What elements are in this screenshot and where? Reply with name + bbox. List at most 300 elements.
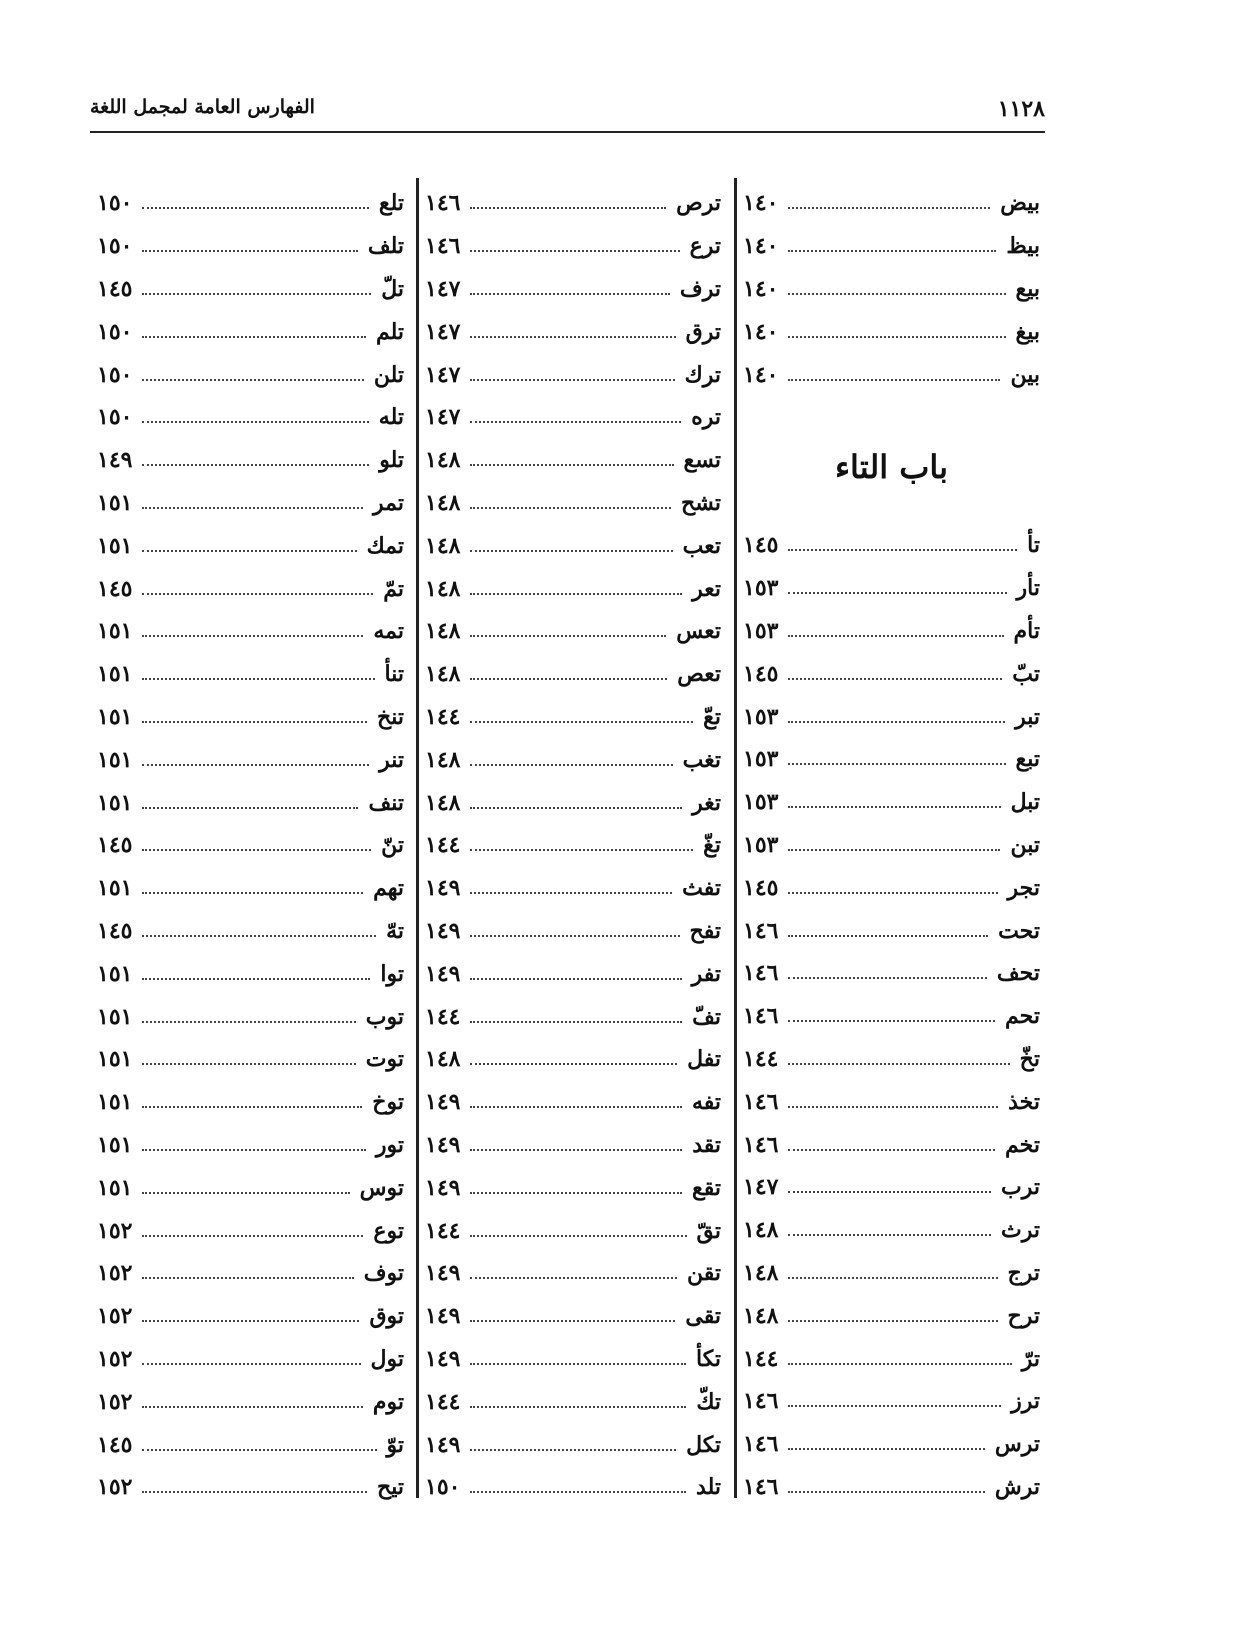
entry-root-word: ترك [684, 361, 721, 388]
index-entry [743, 781, 1040, 824]
dot-leader [788, 935, 988, 937]
index-entry [743, 182, 1040, 225]
index-entry [97, 738, 404, 781]
index-entry [425, 910, 721, 953]
dot-leader [788, 849, 1000, 851]
dot-leader [470, 1063, 677, 1065]
entry-root-word: تبل [1010, 789, 1040, 816]
dot-leader [788, 721, 1005, 723]
entry-page-number: ١٤٨ [425, 1046, 461, 1073]
index-entry [425, 867, 721, 910]
entry-root-word: تكّ [696, 1388, 721, 1415]
index-entry [97, 1166, 404, 1209]
index-entry [425, 1252, 721, 1295]
dot-leader [142, 721, 367, 723]
entry-root-word: تفل [687, 1046, 721, 1073]
entry-page-number: ١٤٦ [743, 1003, 779, 1030]
dot-leader [142, 1063, 355, 1065]
index-entry [743, 353, 1040, 396]
index-entry [743, 824, 1040, 867]
entry-root-word: بيغ [1015, 318, 1040, 345]
index-entry [743, 952, 1040, 995]
entry-page-number: ١٤٨ [425, 447, 461, 474]
entry-root-word: ترس [994, 1431, 1040, 1458]
dot-leader [788, 379, 1000, 381]
dot-leader [142, 421, 368, 423]
entry-page-number: ١٤٧ [425, 318, 461, 345]
dot-leader [788, 1191, 991, 1193]
dot-leader [142, 250, 357, 252]
entry-page-number: ١٤٦ [743, 1388, 779, 1415]
dot-leader [470, 935, 679, 937]
index-entry [97, 1466, 404, 1509]
dot-leader [470, 421, 681, 423]
entry-root-word: توب [365, 1003, 404, 1030]
dot-leader [788, 336, 1005, 338]
entry-root-word: تغّ [703, 832, 721, 859]
index-entry [425, 1209, 721, 1252]
entry-page-number: ١٤٨ [425, 618, 461, 645]
index-entry [425, 396, 721, 439]
entry-root-word: تهّ [386, 917, 404, 944]
dot-leader [470, 1406, 686, 1408]
entry-root-word: تحف [996, 960, 1040, 987]
entry-root-word: توق [369, 1303, 404, 1330]
entry-page-number: ١٤٨ [425, 532, 461, 559]
index-entry [743, 1252, 1040, 1295]
dot-leader [142, 1363, 360, 1365]
dot-leader [470, 1235, 686, 1237]
entry-page-number: ١٥٢ [97, 1303, 133, 1330]
index-entry [97, 1338, 404, 1381]
entry-page-number: ١٥٣ [743, 746, 779, 773]
index-entry [425, 696, 721, 739]
entry-root-word: توس [359, 1174, 404, 1201]
index-entry [97, 310, 404, 353]
entry-page-number: ١٤٤ [425, 1217, 461, 1244]
index-entry [425, 439, 721, 482]
index-entry [97, 482, 404, 525]
entry-page-number: ١٤٤ [425, 832, 461, 859]
entry-root-word: تره [691, 404, 721, 431]
entry-page-number: ١٥٢ [97, 1474, 133, 1501]
entry-root-word: تبر [1015, 703, 1040, 730]
entry-root-word: تفح [689, 917, 721, 944]
entry-page-number: ١٤٠ [743, 233, 779, 260]
index-entry [425, 353, 721, 396]
dot-leader [788, 592, 1006, 594]
entry-root-word: تخم [1005, 1131, 1040, 1158]
index-entry [425, 995, 721, 1038]
index-entry [97, 182, 404, 225]
entry-page-number: ١٤٤ [743, 1045, 779, 1072]
entry-page-number: ١٤٩ [425, 960, 461, 987]
dot-leader [788, 207, 990, 209]
dot-leader [470, 1149, 682, 1151]
index-entry [425, 310, 721, 353]
entry-page-number: ١٥١ [97, 489, 133, 516]
dot-leader [788, 1320, 997, 1322]
entry-page-number: ١٤٥ [743, 532, 779, 559]
entry-page-number: ١٥١ [97, 1089, 133, 1116]
entry-root-word: تبن [1010, 831, 1040, 858]
entry-root-word: تخذ [1008, 1088, 1040, 1115]
entry-root-word: ترح [1007, 1302, 1040, 1329]
entry-page-number: ١٥١ [97, 1003, 133, 1030]
dot-leader [788, 250, 996, 252]
entry-page-number: ١٥٠ [97, 190, 133, 217]
dot-leader [142, 1192, 349, 1194]
entry-root-word: تور [375, 1131, 404, 1158]
header-rule [90, 131, 1045, 133]
dot-leader [142, 507, 363, 509]
entry-page-number: ١٥٣ [743, 789, 779, 816]
dot-leader [142, 464, 369, 466]
dot-leader [142, 293, 371, 295]
entry-root-word: تنأ [384, 661, 404, 688]
index-entry [743, 567, 1040, 610]
entry-page-number: ١٤٦ [743, 1431, 779, 1458]
index-entry [425, 1380, 721, 1423]
entry-page-number: ١٤٩ [425, 1131, 461, 1158]
entry-page-number: ١٥٠ [97, 233, 133, 260]
entry-root-word: تفث [682, 875, 721, 902]
dot-leader [788, 549, 1017, 551]
entry-root-word: تمّ [383, 575, 404, 602]
entry-root-word: تقى [685, 1303, 721, 1330]
index-entry [97, 1209, 404, 1252]
entry-root-word: تهم [373, 875, 404, 902]
entry-page-number: ١٤٠ [743, 361, 779, 388]
index-entry [97, 952, 404, 995]
dot-leader [470, 593, 682, 595]
entry-page-number: ١٤٩ [425, 1345, 461, 1372]
dot-leader [470, 336, 675, 338]
entry-page-number: ١٥٠ [425, 1474, 461, 1501]
entry-page-number: ١٥٢ [97, 1345, 133, 1372]
dot-leader [142, 593, 373, 595]
index-entry [743, 866, 1040, 909]
dot-leader [788, 1363, 1011, 1365]
entry-root-word: توا [380, 960, 404, 987]
entry-page-number: ١٥١ [97, 960, 133, 987]
dot-leader [470, 764, 672, 766]
entry-root-word: بيض [1000, 190, 1040, 217]
index-entry [425, 182, 721, 225]
entry-root-word: تول [370, 1345, 404, 1372]
index-entry [425, 1466, 721, 1509]
entry-page-number: ١٤٧ [743, 1174, 779, 1201]
index-entry [425, 1124, 721, 1167]
index-entry [97, 439, 404, 482]
entry-root-word: بين [1010, 361, 1040, 388]
entry-root-word: تلع [378, 190, 404, 217]
index-entry [743, 1123, 1040, 1166]
entry-page-number: ١٤٥ [743, 660, 779, 687]
index-entry [97, 1124, 404, 1167]
entry-root-word: تقّ [696, 1217, 721, 1244]
index-entry [97, 353, 404, 396]
index-entry [425, 1038, 721, 1081]
index-entry [425, 1423, 721, 1466]
dot-leader [142, 635, 363, 637]
dot-leader [470, 892, 672, 894]
entry-root-word: تشح [681, 489, 721, 516]
index-entry [743, 1166, 1040, 1209]
entry-page-number: ١٥٠ [97, 318, 133, 345]
entry-root-word: تعر [692, 575, 721, 602]
dot-leader [142, 849, 371, 851]
entry-page-number: ١٤٨ [425, 789, 461, 816]
entry-root-word: تلد [696, 1474, 721, 1501]
index-column-3 [97, 182, 404, 1509]
entry-root-word: ترع [689, 233, 721, 260]
entry-root-word: تنخ [377, 703, 404, 730]
column-divider [734, 178, 737, 1498]
index-entry [97, 910, 404, 953]
index-entry [97, 995, 404, 1038]
entry-page-number: ١٤٦ [743, 1088, 779, 1115]
entry-root-word: ترش [994, 1473, 1040, 1500]
entry-page-number: ١٤٩ [425, 1089, 461, 1116]
entry-page-number: ١٤٥ [97, 575, 133, 602]
dot-leader [470, 1491, 686, 1493]
dot-leader [470, 1021, 682, 1023]
index-entry [97, 1380, 404, 1423]
entry-page-number: ١٥٣ [743, 575, 779, 602]
index-entry [743, 1380, 1040, 1423]
index-entry [97, 225, 404, 268]
dot-leader [142, 978, 370, 980]
dot-leader [788, 678, 1002, 680]
entry-root-word: تعص [677, 661, 721, 688]
entry-root-word: تنّ [381, 832, 404, 859]
index-entry [425, 781, 721, 824]
entry-root-word: توف [363, 1260, 404, 1287]
dot-leader [470, 550, 672, 552]
entry-page-number: ١٤٦ [425, 233, 461, 260]
entry-page-number: ١٤٨ [425, 746, 461, 773]
index-entry [425, 268, 721, 311]
entry-root-word: تفّ [692, 1003, 721, 1030]
entry-root-word: تبّ [1012, 660, 1040, 687]
dot-leader [142, 1149, 365, 1151]
page-header [90, 96, 1045, 134]
index-entry [97, 610, 404, 653]
entry-page-number: ١٥١ [97, 532, 133, 559]
entry-page-number: ١٤٩ [425, 1174, 461, 1201]
entry-page-number: ١٤٨ [425, 575, 461, 602]
dot-leader [142, 678, 374, 680]
dot-leader [142, 935, 376, 937]
index-entry [97, 1252, 404, 1295]
entry-page-number: ١٤٩ [425, 1303, 461, 1330]
dot-leader [470, 1192, 682, 1194]
entry-page-number: ١٤٥ [97, 1431, 133, 1458]
entry-root-word: تعس [676, 618, 721, 645]
dot-leader [788, 1491, 984, 1493]
index-entry [425, 225, 721, 268]
entry-page-number: ١٤٥ [97, 275, 133, 302]
entry-page-number: ١٤٨ [743, 1302, 779, 1329]
entry-root-word: توّ [386, 1431, 404, 1458]
entry-root-word: تنف [368, 789, 404, 816]
entry-page-number: ١٥٢ [97, 1217, 133, 1244]
index-entry [425, 824, 721, 867]
index-entry [743, 610, 1040, 653]
entry-page-number: ١٤٤ [743, 1345, 779, 1372]
entry-root-word: تقن [687, 1260, 721, 1287]
entry-root-word: تأر [1016, 575, 1040, 602]
entry-page-number: ١٤٩ [425, 1431, 461, 1458]
index-entry [743, 524, 1040, 567]
index-entry [425, 482, 721, 525]
entry-root-word: تلم [375, 318, 404, 345]
index-entry [425, 1338, 721, 1381]
entry-root-word: تأ [1027, 532, 1040, 559]
dot-leader [470, 293, 669, 295]
dot-leader [142, 1491, 367, 1493]
entry-page-number: ١٥١ [97, 875, 133, 902]
entry-root-word: ترق [685, 318, 721, 345]
index-entry [97, 1295, 404, 1338]
entry-page-number: ١٥٢ [97, 1260, 133, 1287]
entry-root-word: تفه [691, 1089, 721, 1116]
entry-page-number: ١٥١ [97, 703, 133, 730]
dot-leader [470, 1106, 682, 1108]
entry-page-number: ١٤٦ [743, 960, 779, 987]
entry-root-word: بيع [1015, 275, 1040, 302]
dot-leader [470, 250, 679, 252]
entry-page-number: ١٥٢ [97, 1388, 133, 1415]
index-entry [425, 952, 721, 995]
index-entry [97, 696, 404, 739]
entry-page-number: ١٤٨ [425, 661, 461, 688]
index-entry [743, 1209, 1040, 1252]
dot-leader [470, 721, 693, 723]
dot-leader [470, 849, 693, 851]
entry-root-word: تغب [682, 746, 721, 773]
entry-root-word: ترز [1011, 1388, 1040, 1415]
dot-leader [788, 1234, 991, 1236]
entry-page-number: ١٥١ [97, 789, 133, 816]
index-entry [97, 1423, 404, 1466]
dot-leader [142, 1320, 359, 1322]
entry-root-word: تنر [379, 746, 404, 773]
index-entry [425, 738, 721, 781]
entry-root-word: توع [373, 1217, 404, 1244]
running-title: الفهارس العامة لمجمل اللغة [90, 96, 315, 118]
dot-leader [788, 293, 1005, 295]
index-entry [425, 567, 721, 610]
index-entry [425, 524, 721, 567]
entry-page-number: ١٤٥ [743, 874, 779, 901]
entry-page-number: ١٥١ [97, 1174, 133, 1201]
column-divider [416, 178, 419, 1498]
dot-leader [788, 1063, 1009, 1065]
index-entry [97, 268, 404, 311]
dot-leader [142, 764, 369, 766]
entry-root-word: تقد [692, 1131, 721, 1158]
entry-root-word: توت [365, 1046, 404, 1073]
index-entry [743, 1080, 1040, 1123]
entry-page-number: ١٤٠ [743, 190, 779, 217]
page-number: ١١٢٨ [997, 96, 1045, 122]
entry-page-number: ١٤٩ [425, 917, 461, 944]
entry-root-word: تفر [691, 960, 721, 987]
dot-leader [788, 1277, 997, 1279]
entry-page-number: ١٤٥ [97, 917, 133, 944]
dot-leader [470, 207, 666, 209]
dot-leader [142, 1449, 376, 1451]
entry-root-word: تله [378, 404, 404, 431]
entry-page-number: ١٤٧ [425, 275, 461, 302]
index-entry [97, 781, 404, 824]
entry-root-word: ترب [1001, 1174, 1040, 1201]
entry-root-word: تخّ [1019, 1045, 1040, 1072]
entry-root-word: توم [372, 1388, 404, 1415]
entry-root-word: تلف [367, 233, 404, 260]
entry-page-number: ١٥٣ [743, 703, 779, 730]
entry-root-word: تيح [377, 1474, 404, 1501]
dot-leader [142, 1021, 355, 1023]
entry-page-number: ١٤٤ [425, 1003, 461, 1030]
index-entry [743, 695, 1040, 738]
entry-root-word: ترث [1001, 1217, 1040, 1244]
entry-page-number: ١٤٦ [425, 190, 461, 217]
entry-page-number: ١٥٠ [97, 404, 133, 431]
entry-page-number: ١٤٦ [743, 917, 779, 944]
index-entry [743, 1337, 1040, 1380]
index-entry [97, 653, 404, 696]
index-entry [97, 1038, 404, 1081]
entry-root-word: تمه [373, 618, 404, 645]
index-entry [743, 738, 1040, 781]
entry-root-word: تلو [379, 447, 404, 474]
index-entry [743, 909, 1040, 952]
index-entry [97, 867, 404, 910]
index-entry [743, 995, 1040, 1038]
index-entry [743, 1294, 1040, 1337]
dot-leader [470, 464, 673, 466]
index-entry [97, 1081, 404, 1124]
entry-page-number: ١٥١ [97, 618, 133, 645]
entry-page-number: ١٤٦ [743, 1473, 779, 1500]
dot-leader [142, 892, 363, 894]
dot-leader [788, 806, 1000, 808]
entry-page-number: ١٤٩ [425, 1260, 461, 1287]
index-entry [425, 1295, 721, 1338]
dot-leader [470, 635, 666, 637]
dot-leader [142, 550, 356, 552]
index-entry [425, 653, 721, 696]
dot-leader [470, 379, 674, 381]
dot-leader [788, 1448, 984, 1450]
entry-page-number: ١٤٥ [97, 832, 133, 859]
dot-leader [142, 1277, 353, 1279]
entry-page-number: ١٥٠ [97, 361, 133, 388]
dot-leader [470, 678, 667, 680]
entry-root-word: تحت [998, 917, 1040, 944]
entry-page-number: ١٤٠ [743, 275, 779, 302]
entry-page-number: ١٤٧ [425, 404, 461, 431]
index-entry [97, 396, 404, 439]
index-entry [97, 824, 404, 867]
entry-page-number: ١٤٩ [97, 447, 133, 474]
entries-after-section [743, 524, 1040, 1508]
entry-root-word: تكل [686, 1431, 721, 1458]
dot-leader [142, 1406, 362, 1408]
